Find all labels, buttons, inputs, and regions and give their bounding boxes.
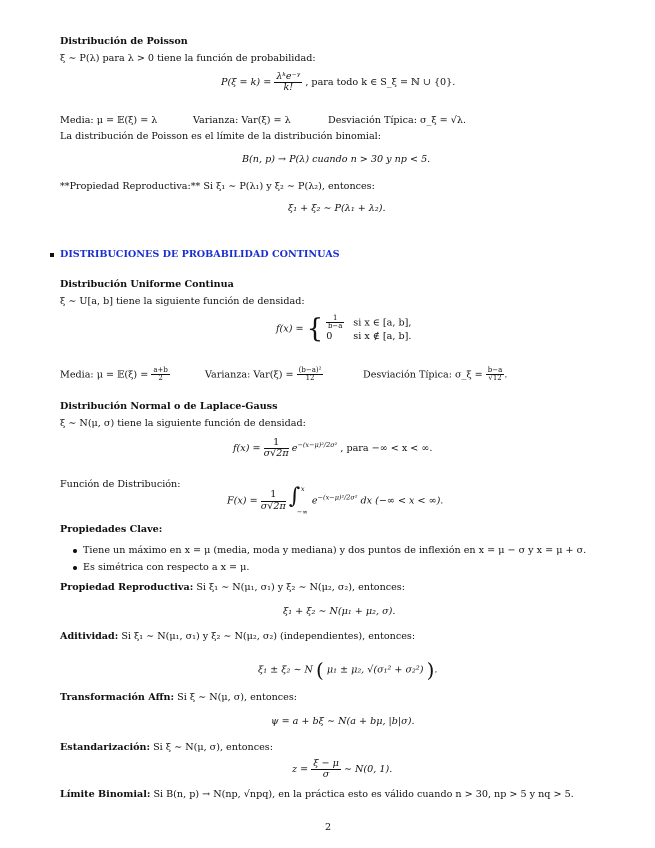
section-heading: DISTRIBUCIONES DE PROBABILIDAD CONTINUAS: [50, 249, 340, 260]
binomial-limit: Límite Binomial: Si B(n, p) → N(np, √npq), en la práctica esto es válido cuando n > 30, np > 5 y nq > 5.: [60, 789, 574, 800]
poisson-limit-text: La distribución de Poisson es el límite de la distribución binomial:: [60, 131, 381, 142]
poisson-reproductive-formula: ξ₁ + ξ₂ ∼ P(λ₁ + λ₂).: [288, 203, 386, 214]
normal-additivity: Aditividad: Si ξ₁ ∼ N(μ₁, σ₁) y ξ₂ ∼ N(μ₂, σ₂) (independientes), entonces:: [60, 631, 416, 642]
poisson-varianza: Varianza: Var(ξ) = λ: [193, 115, 291, 126]
key-property-item-1: Tiene un máximo en x = μ (media, moda y mediana) y dos puntos de inflexión en x = μ − σ y x = μ + σ.: [73, 545, 586, 556]
poisson-limit-formula: B(n, p) → P(λ) cuando n > 30 y np < 5.: [242, 154, 431, 165]
normal-distribution-label: Función de Distribución:: [60, 479, 181, 490]
normal-density: f(x) = $\frac{1}{\sigma√2\pi}$ $e^{-(x-\mu)^2/2\sigma^2}$ , para −∞ < x < ∞.: [233, 437, 433, 460]
normal-standardization: Estandarización: Si ξ ∼ N(μ, σ), entonces:: [60, 742, 273, 753]
uniform-density: f(x) = { $\frac{1}{b-a}$ si x ∈ [a, b], 0 si x ∉ [a, b].: [276, 314, 412, 345]
page-number: 2: [325, 822, 332, 833]
poisson-desviacion: Desviación Típica: σ_ξ = √λ.: [328, 115, 467, 126]
poisson-title: Distribución de Poisson: [60, 36, 188, 47]
uniform-desviacion: Desviación Típica: σ_ξ = $\frac{b-a}{√12}$ .: [363, 366, 508, 383]
normal-additivity-formula: ξ₁ ± ξ₂ ∼ N ( μ₁ ± μ₂, √(σ₁² + σ₂²) ).: [258, 658, 438, 682]
normal-affine-formula: ψ = a + bξ ∼ N(a + bμ, |b|σ).: [271, 716, 415, 727]
poisson-pmf: P(ξ = k) = $\frac{\text{λᵏe⁻ᵞ}}{k!}$ , para todo k ∈ S_ξ = ℕ ∪ {0}.: [221, 71, 456, 94]
normal-standardization-formula: z = $\frac{\xi - \mu}{\sigma}$ ∼ N(0, 1).: [292, 758, 393, 781]
key-properties-title: Propiedades Clave:: [60, 524, 163, 535]
poisson-reproductive: **Propiedad Reproductiva:** Si ξ₁ ∼ P(λ₁) y ξ₂ ∼ P(λ₂), entonces:: [60, 181, 375, 192]
normal-reproductive: Propiedad Reproductiva: Si ξ₁ ∼ N(μ₁, σ₁) y ξ₂ ∼ N(μ₂, σ₂), entonces:: [60, 582, 405, 593]
uniform-varianza: Varianza: Var(ξ) = $\frac{\text{(b−a)²}}{12}$: [205, 366, 322, 383]
normal-reproductive-formula: ξ₁ + ξ₂ ∼ N(μ₁ + μ₂, σ).: [283, 606, 396, 617]
uniform-media: Media: μ = 𝔼(ξ) = $\frac{a+b}{2}$: [60, 366, 168, 383]
normal-distribution-formula: F(x) = $\frac{1}{\sigma√2\pi}$ ∫ x −∞ $e^{-(x-\mu)^2/2\sigma^2}$ dx (−∞ < x < ∞).: [227, 484, 444, 516]
square-bullet-icon: [50, 253, 54, 257]
normal-intro: ξ ∼ N(μ, σ) tiene la siguiente función de densidad:: [60, 418, 306, 429]
bullet-icon: [73, 549, 77, 553]
normal-title: Distribución Normal o de Laplace-Gauss: [60, 401, 278, 412]
poisson-media: Media: μ = 𝔼(ξ) = λ: [60, 115, 158, 126]
bullet-icon: [73, 566, 77, 570]
uniform-title: Distribución Uniforme Continua: [60, 279, 234, 290]
normal-affine: Transformación Affn: Si ξ ∼ N(μ, σ), entonces:: [60, 692, 297, 703]
key-property-item-2: Es simétrica con respecto a x = μ.: [73, 562, 249, 573]
poisson-intro: ξ ∼ P(λ) para λ > 0 tiene la función de probabilidad:: [60, 53, 316, 64]
uniform-intro: ξ ∼ U[a, b] tiene la siguiente función de densidad:: [60, 296, 305, 307]
